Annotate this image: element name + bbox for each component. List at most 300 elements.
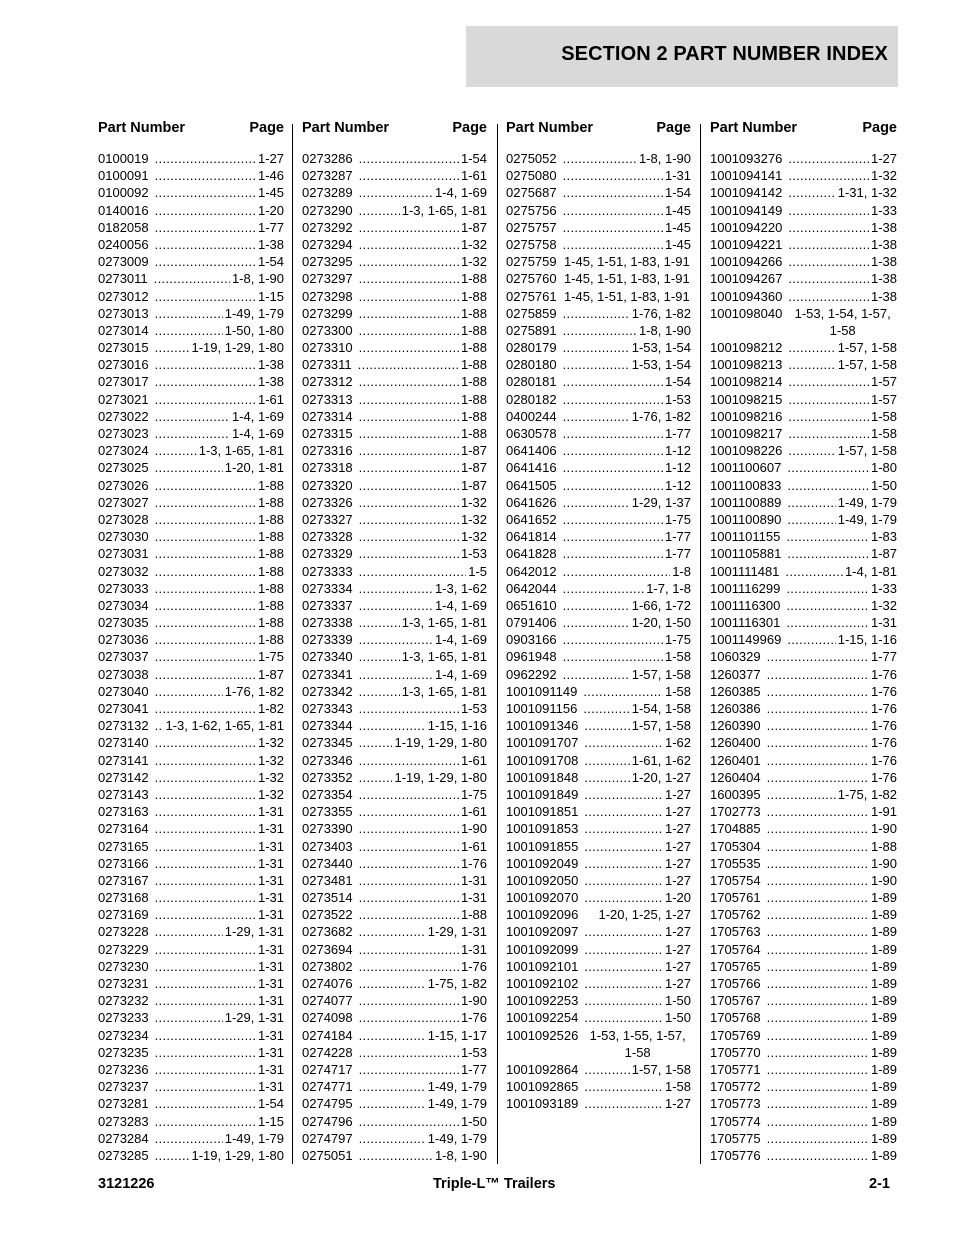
part-number: 1001098216 — [710, 408, 783, 424]
part-number: 0275758 — [506, 236, 557, 252]
part-number: 0273140 — [98, 735, 149, 751]
page-references: 1-89 — [870, 1147, 897, 1163]
index-entry — [506, 391, 691, 408]
index-entry — [302, 511, 487, 528]
part-number: 0273345 — [302, 735, 353, 751]
dot-leader — [584, 1078, 663, 1095]
dot-leader — [767, 889, 869, 906]
part-number: 0274077 — [302, 993, 353, 1009]
index-entry — [710, 769, 897, 786]
dot-leader — [563, 425, 663, 442]
index-entry — [302, 803, 487, 820]
page-references: 1-31 — [870, 615, 897, 631]
index-entry — [98, 941, 284, 958]
part-number: 0641814 — [506, 529, 557, 545]
part-number: 0273143 — [98, 786, 149, 802]
index-entry — [506, 975, 691, 992]
page-references: 1-27 — [664, 941, 691, 957]
index-entry — [710, 614, 897, 631]
dot-leader — [563, 528, 663, 545]
dot-leader — [359, 202, 400, 219]
page-references: 1-61 — [460, 752, 487, 768]
part-number: 1705765 — [710, 958, 761, 974]
part-number: 0275891 — [506, 322, 557, 338]
part-number: 0273311 — [302, 357, 352, 373]
index-entry — [506, 597, 691, 614]
index-entry — [710, 580, 897, 597]
footer-page-number: 2-1 — [869, 1176, 890, 1192]
dot-leader — [767, 786, 836, 803]
page-references: 1-57 — [870, 374, 897, 390]
part-number: 0642012 — [506, 563, 557, 579]
page-references: 1-8, 1-90 — [638, 322, 691, 338]
page-references: 1-38 — [257, 236, 284, 252]
dot-leader — [359, 838, 459, 855]
part-number: 1001091707 — [506, 735, 579, 751]
part-number: 1001092097 — [506, 924, 579, 940]
index-entry — [710, 648, 897, 665]
dot-leader — [786, 580, 869, 597]
column-header — [98, 118, 284, 150]
index-entry — [506, 545, 691, 562]
dot-leader — [584, 855, 663, 872]
part-number: 0280181 — [506, 374, 557, 390]
part-number: 0273033 — [98, 580, 149, 596]
page-references: 1-32 — [460, 236, 487, 252]
dot-leader — [584, 752, 629, 769]
index-entry — [98, 219, 284, 236]
page-references: 1-58 — [870, 426, 897, 442]
index-entry — [98, 838, 284, 855]
dot-leader — [359, 1044, 459, 1061]
section-title: SECTION 2 PART NUMBER INDEX — [561, 43, 888, 65]
dot-leader — [154, 270, 230, 287]
index-entry — [710, 975, 897, 992]
index-entry — [302, 477, 487, 494]
part-number: 1001092864 — [506, 1062, 579, 1078]
page-references: 1-89 — [870, 1010, 897, 1026]
index-entry — [710, 253, 897, 270]
part-number: 1001094360 — [710, 288, 783, 304]
part-number: 0273027 — [98, 494, 149, 510]
page-references: 1-27 — [664, 1096, 691, 1112]
index-entry — [506, 820, 691, 837]
page-references: 1-27 — [664, 838, 691, 854]
page-references: 1-87 — [870, 546, 897, 562]
dot-leader — [767, 992, 869, 1009]
column-header — [710, 118, 897, 150]
dot-leader — [359, 1078, 426, 1095]
index-entry — [710, 734, 897, 751]
page-references: 1-20 — [664, 890, 691, 906]
part-number: 0273346 — [302, 752, 353, 768]
index-entry — [710, 563, 897, 580]
index-entry — [506, 288, 691, 305]
part-number: 1260385 — [710, 683, 761, 699]
index-entry — [710, 1061, 897, 1078]
dot-leader — [563, 631, 663, 648]
dot-leader — [767, 1009, 869, 1026]
page-references: 1-87 — [460, 460, 487, 476]
part-number: 0642044 — [506, 580, 557, 596]
page-references: 1-77 — [870, 649, 897, 665]
dot-leader — [788, 356, 835, 373]
part-number: 0273141 — [98, 752, 149, 768]
index-entry — [302, 373, 487, 390]
part-number: 0273316 — [302, 443, 353, 459]
page-references: 1-89 — [870, 1130, 897, 1146]
page-references: 1-88 — [460, 357, 487, 373]
page-references: 1-57, 1-58 — [837, 357, 897, 373]
part-number: 0273292 — [302, 219, 353, 235]
dot-leader — [563, 494, 630, 511]
dot-leader — [563, 563, 671, 580]
page-references: 1-53 — [460, 701, 487, 716]
index-entry — [302, 408, 487, 425]
index-entry — [98, 580, 284, 597]
dot-leader — [767, 734, 869, 751]
page-references: 1-90 — [870, 821, 897, 837]
part-number: 0273168 — [98, 890, 149, 906]
dot-leader — [155, 322, 223, 339]
part-number: 0273015 — [98, 340, 149, 356]
index-entry — [302, 494, 487, 511]
dot-leader — [788, 270, 869, 287]
part-number: 0273338 — [302, 615, 353, 631]
dot-leader — [767, 683, 869, 700]
part-number: 0273013 — [98, 305, 149, 321]
page-references: 1-32 — [460, 529, 487, 545]
page-references: 1-32 — [257, 735, 284, 751]
column-header — [302, 118, 487, 150]
index-entry — [98, 648, 284, 665]
part-number: 0273032 — [98, 563, 149, 579]
index-entry — [710, 528, 897, 545]
part-number: 0273514 — [302, 890, 353, 906]
page-references: 1-33 — [870, 580, 897, 596]
index-entry — [98, 820, 284, 837]
part-number: 0273021 — [98, 391, 149, 407]
dot-leader — [584, 717, 629, 734]
dot-leader — [155, 992, 256, 1009]
page-references: 1-53 — [664, 391, 691, 407]
dot-leader — [563, 597, 630, 614]
index-entry — [710, 1113, 897, 1130]
index-entry — [302, 545, 487, 562]
dot-leader — [155, 752, 256, 769]
page-references: 1-31 — [257, 941, 284, 957]
part-number: 0273300 — [302, 322, 353, 338]
part-number: 0273022 — [98, 408, 149, 424]
part-number: 0273026 — [98, 477, 149, 493]
index-entry — [506, 563, 691, 580]
dot-leader — [767, 1044, 869, 1061]
dot-leader — [788, 202, 869, 219]
page-references: 1-7, 1-8 — [646, 580, 691, 596]
part-number: 1001098214 — [710, 374, 783, 390]
page-references: 1-31 — [460, 872, 487, 888]
index-entry — [710, 597, 897, 614]
page-references: 1-29, 1-31 — [224, 924, 284, 940]
index-entry — [710, 339, 897, 356]
index-entry — [98, 1130, 284, 1147]
page-references: 1-77 — [664, 529, 691, 545]
part-number: 0273228 — [98, 924, 149, 940]
dot-leader — [584, 923, 663, 940]
dot-leader — [359, 391, 459, 408]
index-entry — [302, 167, 487, 184]
page-references: 1-57, 1-58 — [631, 1062, 691, 1078]
index-entry — [506, 872, 691, 889]
page-references: 1-3, 1-65, 1-81 — [401, 615, 487, 631]
part-number: 0274076 — [302, 976, 353, 991]
page-references: 1-32 — [257, 769, 284, 785]
part-number: 0273167 — [98, 872, 149, 888]
index-entry — [98, 391, 284, 408]
dot-leader — [359, 167, 459, 184]
page-references: 1-38 — [870, 254, 897, 270]
part-number: 0273403 — [302, 838, 353, 854]
part-number: 1001091708 — [506, 752, 579, 768]
page-references: 1-38 — [870, 236, 897, 252]
page-references: 1-19, 1-29, 1-80 — [191, 1147, 284, 1163]
index-entry — [506, 769, 691, 786]
page-references: 1-57 — [870, 391, 897, 407]
page-references: 1-29, 1-31 — [224, 1010, 284, 1026]
page-references: 1-61, 1-62 — [631, 752, 691, 768]
dot-leader — [359, 477, 459, 494]
page-references: 1-77 — [664, 426, 691, 442]
dot-leader — [786, 528, 869, 545]
part-number: 0273230 — [98, 958, 149, 974]
page-references: 1-90 — [870, 872, 897, 888]
part-number: 0273235 — [98, 1044, 149, 1060]
index-entry — [98, 1095, 284, 1112]
dot-leader — [358, 356, 459, 373]
index-entry — [302, 906, 487, 923]
dot-leader — [359, 786, 459, 803]
dot-leader — [155, 219, 256, 236]
page-references: 1-20, 1-25, 1-27 — [598, 907, 691, 923]
dot-leader — [767, 803, 869, 820]
part-number: 1001091149 — [506, 683, 578, 699]
part-number: 1600395 — [710, 786, 761, 802]
index-entry — [302, 975, 487, 992]
dot-leader — [359, 1147, 433, 1164]
dot-leader — [359, 820, 459, 837]
part-number: 1001149969 — [710, 632, 782, 648]
index-entry — [506, 631, 691, 648]
index-entry — [98, 167, 284, 184]
dot-leader — [787, 477, 869, 494]
dot-leader — [583, 683, 663, 700]
index-column-3 — [506, 118, 691, 1113]
part-number: 1001094266 — [710, 254, 783, 270]
page-references: 1-4, 1-69 — [434, 185, 487, 201]
dot-leader — [583, 700, 629, 717]
page-references: 1-89 — [870, 1113, 897, 1129]
index-entry — [98, 872, 284, 889]
page-header: Page — [249, 120, 284, 136]
dot-leader — [359, 941, 459, 958]
page-references: 1-45, 1-51, 1-83, 1-91 — [563, 271, 690, 287]
dot-leader — [155, 872, 256, 889]
page-references: 1-88 — [460, 288, 487, 304]
index-entry — [98, 803, 284, 820]
page-references: 1-3, 1-62, 1-65, 1-81 — [165, 718, 284, 734]
page-references: 1-4, 1-69 — [434, 666, 487, 682]
dot-leader — [359, 545, 459, 562]
dot-leader — [359, 769, 393, 786]
dot-leader — [359, 752, 459, 769]
dot-leader — [767, 1061, 869, 1078]
dot-leader — [584, 786, 663, 803]
part-number: 1705767 — [710, 993, 761, 1009]
index-entry — [302, 786, 487, 803]
part-number: 1705769 — [710, 1027, 761, 1043]
dot-leader — [155, 202, 256, 219]
part-number: 0641828 — [506, 546, 557, 562]
page-references: 1-57, 1-58 — [837, 340, 897, 356]
part-number: 0273286 — [302, 151, 353, 166]
part-number-header: Part Number — [710, 120, 798, 136]
page-references: 1-8, 1-90 — [638, 151, 691, 166]
part-number: 0273229 — [98, 941, 149, 957]
index-entry — [506, 580, 691, 597]
dot-leader — [788, 184, 835, 201]
dot-leader — [785, 563, 843, 580]
index-entry — [710, 786, 897, 803]
page-references: 1-87 — [460, 219, 487, 235]
dot-leader — [788, 236, 869, 253]
dot-leader — [359, 288, 459, 305]
index-entry — [302, 838, 487, 855]
index-entry — [506, 906, 691, 923]
page-references: 1-31 — [257, 976, 284, 991]
part-number: 0273298 — [302, 288, 353, 304]
dot-leader — [155, 1113, 256, 1130]
page-references: 1-88 — [460, 907, 487, 923]
page-references: 1-33 — [870, 202, 897, 218]
dot-leader — [155, 150, 256, 167]
page-references: 1-89 — [870, 1079, 897, 1095]
part-number: 0273023 — [98, 426, 149, 441]
part-number: 0641626 — [506, 494, 557, 510]
dot-leader — [359, 1113, 459, 1130]
dot-leader — [359, 270, 459, 287]
index-entry — [98, 631, 284, 648]
part-number: 0140016 — [98, 202, 149, 218]
page-references: 1-76 — [870, 701, 897, 717]
page-references: 1-57, 1-58 — [631, 718, 691, 734]
index-entry — [710, 477, 897, 494]
index-entry — [302, 270, 487, 287]
page-references: 1-4, 1-69 — [231, 408, 284, 424]
part-number: 1705773 — [710, 1096, 761, 1112]
index-entry — [98, 356, 284, 373]
part-number: 1001092050 — [506, 872, 579, 888]
dot-leader — [359, 958, 459, 975]
page-references: 1-61 — [460, 168, 487, 184]
page-references: 1-76 — [460, 1010, 487, 1026]
dot-leader — [563, 219, 663, 236]
index-entry — [302, 614, 487, 631]
page-references: 1-15, 1-16 — [427, 718, 487, 734]
index-entry — [506, 459, 691, 476]
page-references: 1-88 — [460, 305, 487, 321]
part-number: 0273283 — [98, 1113, 149, 1129]
part-number: 1705766 — [710, 976, 761, 992]
part-number: 0273313 — [302, 391, 353, 407]
page-references: 1-49, 1-79 — [224, 305, 284, 321]
page-references: 1-31 — [460, 941, 487, 957]
page-references: 1-15 — [257, 1113, 284, 1129]
index-entry — [506, 958, 691, 975]
index-entry — [710, 391, 897, 408]
part-number: 1001116300 — [710, 597, 781, 613]
page-references: 1-77 — [257, 219, 284, 235]
part-number: 0275687 — [506, 185, 557, 201]
dot-leader — [155, 184, 256, 201]
index-entry — [98, 614, 284, 631]
index-entry — [506, 923, 691, 940]
part-number: 0641406 — [506, 443, 557, 459]
index-entry — [302, 459, 487, 476]
part-number: 0274228 — [302, 1044, 353, 1060]
index-entry — [98, 683, 284, 700]
part-number: 1001092070 — [506, 890, 579, 906]
part-number: 0903166 — [506, 632, 557, 648]
dot-leader — [584, 1095, 663, 1112]
index-entry — [302, 528, 487, 545]
dot-leader — [155, 408, 230, 425]
dot-leader — [767, 906, 869, 923]
dot-leader — [155, 1095, 256, 1112]
dot-leader — [359, 1027, 426, 1044]
index-entry — [710, 202, 897, 219]
page-references: 1-89 — [870, 976, 897, 992]
index-entry — [302, 339, 487, 356]
index-entry — [98, 459, 284, 476]
part-number: 0273285 — [98, 1147, 149, 1163]
page-references: 1-89 — [870, 890, 897, 906]
part-number: 0273328 — [302, 529, 353, 545]
index-entry — [98, 1009, 284, 1026]
part-number: 0273329 — [302, 546, 353, 562]
page-references: 1-31 — [460, 890, 487, 906]
page-references: 1-32 — [257, 752, 284, 768]
page-references: 1-76, 1-82 — [631, 408, 691, 424]
index-entry — [506, 992, 691, 1009]
part-number: 1001091849 — [506, 786, 579, 802]
page-references: 1-62 — [664, 735, 691, 751]
dot-leader — [359, 631, 433, 648]
page-references: 1-32 — [870, 597, 897, 613]
dot-leader — [359, 923, 426, 940]
dot-leader — [359, 803, 459, 820]
page-references: 1-45 — [664, 219, 691, 235]
index-entry — [302, 941, 487, 958]
dot-leader — [787, 545, 869, 562]
dot-leader — [359, 511, 459, 528]
index-entry — [98, 339, 284, 356]
index-entry — [302, 872, 487, 889]
page-references: 1-38 — [257, 374, 284, 390]
page-references: 1-45, 1-51, 1-83, 1-91 — [563, 254, 690, 270]
part-number: 1001092049 — [506, 855, 579, 871]
dot-leader — [563, 580, 645, 597]
part-number: 1001092099 — [506, 941, 579, 957]
